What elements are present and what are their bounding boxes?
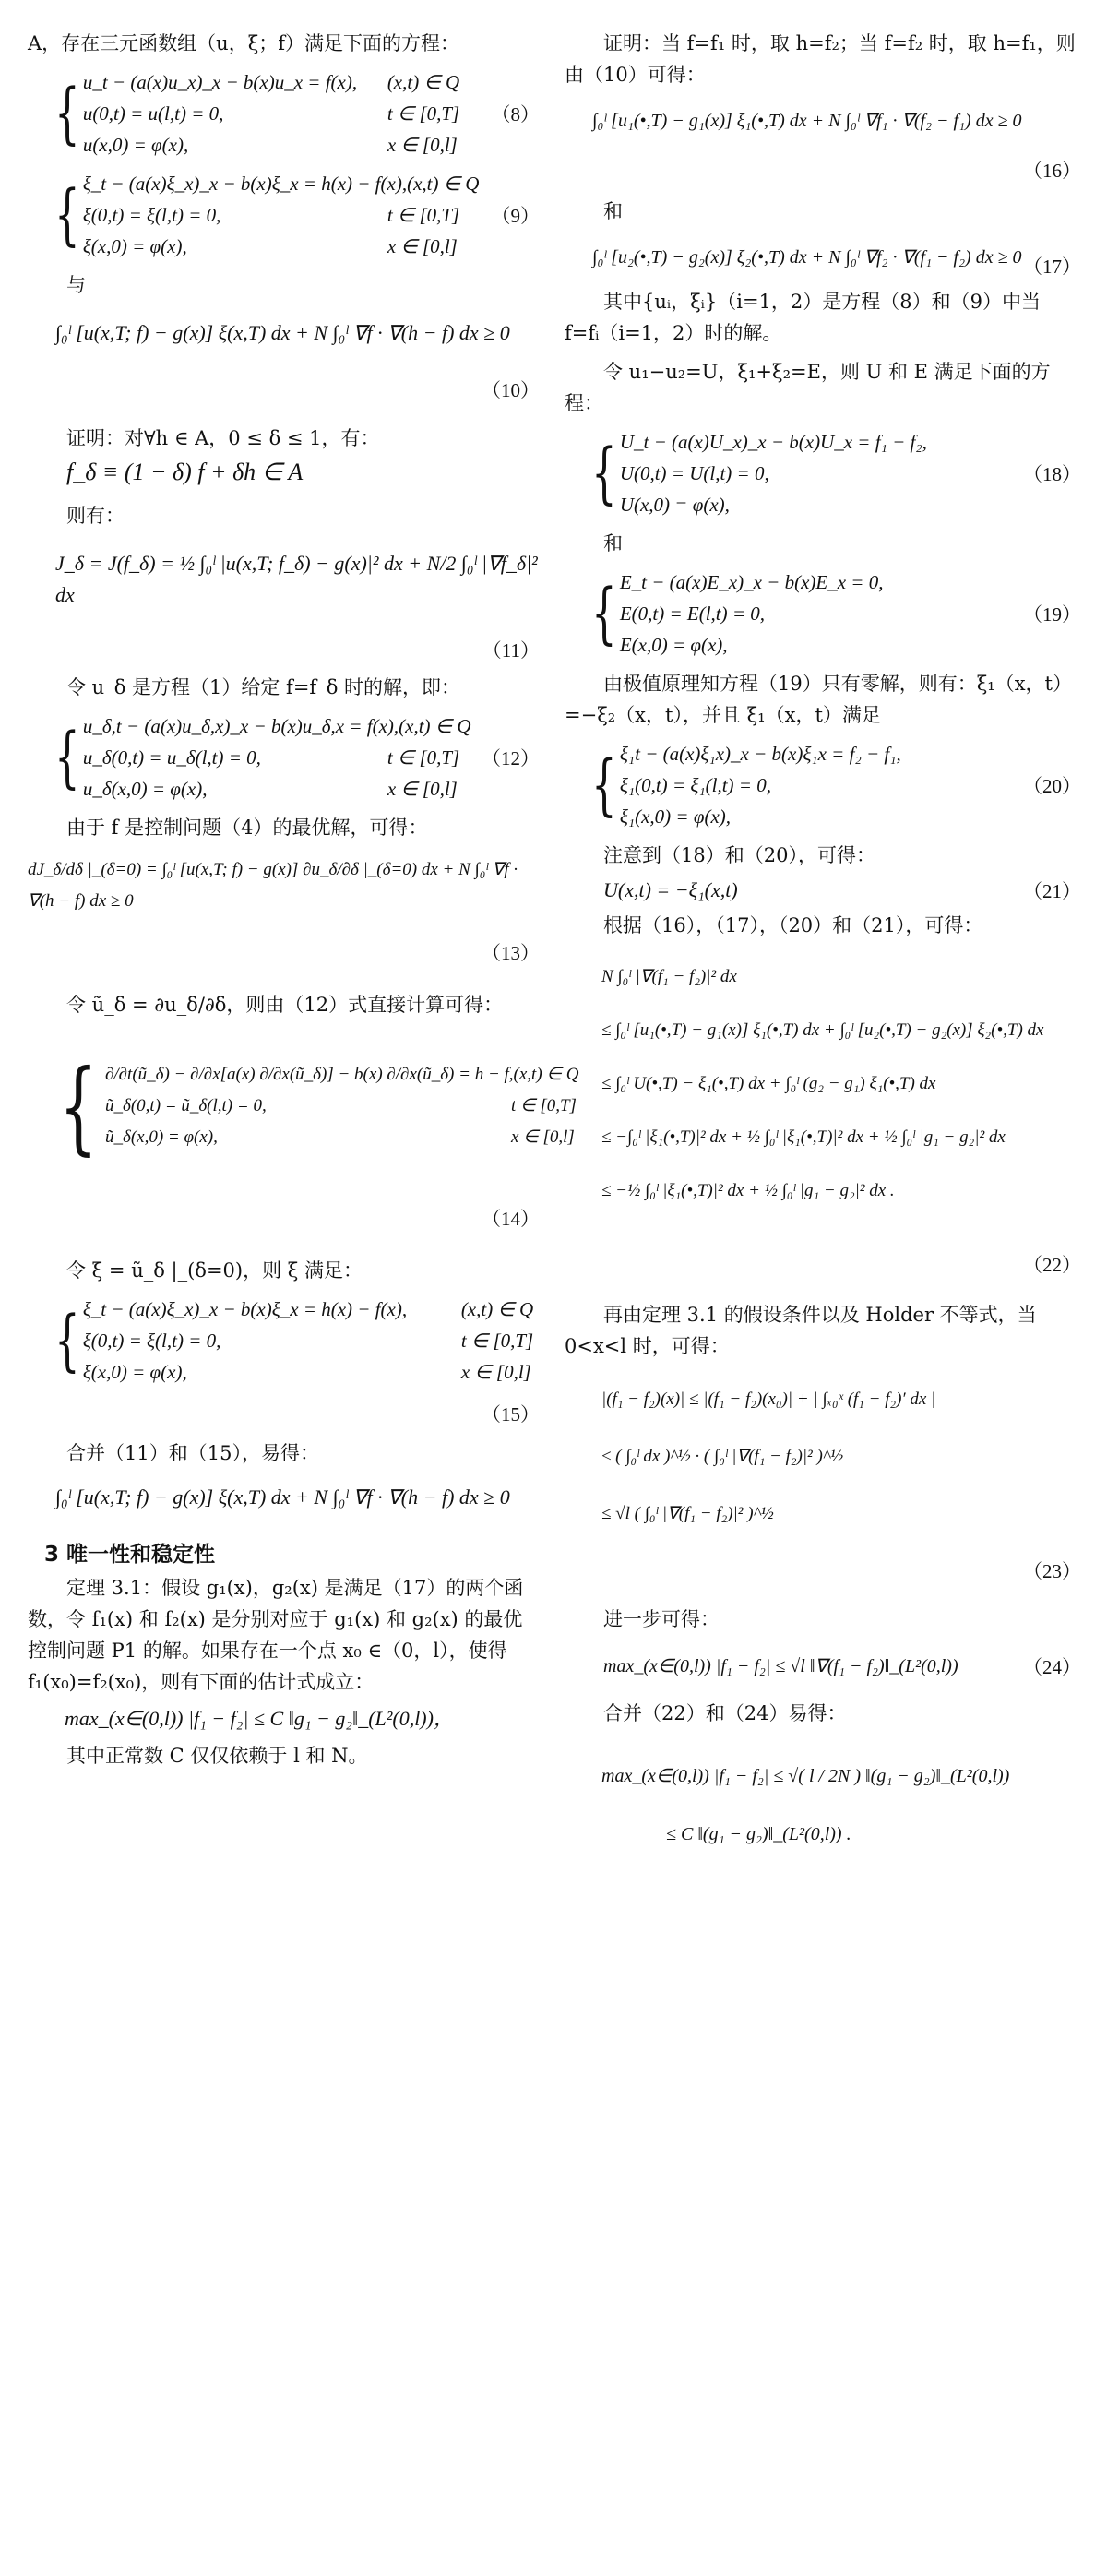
- eq8-row1-cond: (x,t) ∈ Q: [387, 71, 460, 93]
- eq-theorem: max_(x∈(0,l)) |f₁ − f₂| ≤ C ‖g₁ − g₂‖_(L²(0,l))，: [65, 1707, 454, 1730]
- eq-final-line-2: ≤ C ‖(g₁ − g₂)‖_(L²(0,l)) .: [666, 1824, 851, 1844]
- equation-19: [583, 566, 1081, 661]
- para-extreme-principle: 由极值原理知方程（19）只有零解，则有：ξ₁（x，t）=−ξ₂（x，t），并且 ξ₁（x，t）满足: [565, 673, 1072, 726]
- right-column: [565, 28, 1081, 1860]
- para-combine-right: 合并（22）和（24）易得：: [603, 1702, 847, 1724]
- eq22-number: （22）: [1023, 1254, 1081, 1276]
- eq12-row1-cond: (x,t) ∈ Q: [399, 715, 471, 737]
- eq21-line: [565, 875, 1081, 906]
- eq15-row3: ξ(x,0) = φ(x),: [82, 1361, 187, 1383]
- eq14-row2-cond: t ∈ [0,T]: [511, 1096, 577, 1115]
- section-heading: 3 唯一性和稳定性: [44, 1543, 216, 1567]
- eq14-row3-cond: x ∈ [0,l]: [511, 1127, 575, 1147]
- eq-fdelta: f_δ ≡ (1 − δ) f + δh ∈ A: [66, 459, 304, 485]
- eq19-row1: E_t − (a(x)E_x)_x − b(x)E_x = 0,: [619, 571, 884, 593]
- equation-22: [565, 950, 1081, 1218]
- eq12-row2-cond: t ∈ [0,T]: [387, 746, 460, 769]
- para-let-xi: 令 ξ = ũ_δ |_(δ=0)，则 ξ 满足：: [66, 1259, 363, 1282]
- eq22-line-3: ≤ ∫₀ˡ U(•,T) − ξ₁(•,T) dx + ∫₀ˡ (g₂ − g₁) ξ₁(•,T) dx: [601, 1074, 936, 1093]
- equation-15: [46, 1294, 540, 1388]
- eq19-row3: E(x,0) = φ(x),: [619, 634, 728, 656]
- equation-18: [583, 426, 1081, 520]
- eq15-number: （15）: [482, 1403, 540, 1425]
- eq14-row1-cond: (x,t) ∈ Q: [513, 1065, 579, 1084]
- para-combine-left: 合并（11）和（15），易得：: [66, 1442, 319, 1464]
- eq23-line-3: ≤ √l ( ∫₀ˡ |∇(f₁ − f₂)|² )^½: [601, 1504, 774, 1523]
- para-theorem: 定理 3.1：假设 g₁(x)，g₂(x) 是满足（17）的两个函数，令 f₁(x) 和 f₂(x) 是分别对应于 g₁(x) 和 g₂(x) 的最优控制问题 P1 的解。如果存在一个点 x₀ ∈（0，l），使得 f₁(x₀)=f₂(x₀)，则有下面的估计式成立：: [28, 1577, 524, 1693]
- left-brace: {: [591, 574, 617, 651]
- eq23-line-2: ≤ ( ∫₀ˡ dx )^½ · ( ∫₀ˡ |∇(f₁ − f₂)|² )^½: [601, 1447, 844, 1466]
- left-column: [28, 28, 579, 1771]
- equation-9: [46, 168, 540, 262]
- eq23-number: （23）: [1023, 1560, 1081, 1582]
- eq9-row2-cond: t ∈ [0,T]: [387, 204, 460, 226]
- eq16-number: （16）: [1023, 160, 1081, 182]
- eq20-row3: ξ₁(x,0) = φ(x),: [619, 805, 732, 828]
- para-where: 其中{uᵢ，ξᵢ}（i=1，2）是方程（8）和（9）中当 f=fᵢ（i=1，2）时的解。: [565, 291, 1042, 344]
- para-set-A: A，存在三元函数组（u，ξ；f）满足下面的方程：: [28, 32, 460, 54]
- para-let-u-delta: 令 u_δ 是方程（1）给定 f=f_δ 时的解，即：: [66, 676, 461, 698]
- eq8-row3: u(x,0) = φ(x),: [82, 134, 189, 156]
- eq22-line-1: N ∫₀ˡ |∇(f₁ − f₂)|² dx: [601, 967, 737, 986]
- eq9-row2: ξ(0,t) = ξ(l,t) = 0,: [82, 204, 221, 226]
- para-let-tilde: 令 ũ_δ = ∂u_δ/∂δ，则由（12）式直接计算可得：: [66, 994, 504, 1016]
- eq14-row2: ũ_δ(0,t) = ũ_δ(l,t) = 0,: [105, 1096, 267, 1115]
- eq20-row1: ξ₁t − (a(x)ξ₁x)_x − b(x)ξ₁x = f₂ − f₁,: [619, 743, 901, 765]
- eq15-row1-cond: (x,t) ∈ Q: [460, 1298, 534, 1320]
- eq14-row3: ũ_δ(x,0) = φ(x),: [105, 1127, 218, 1147]
- eq12-number: （12）: [482, 747, 540, 769]
- eq22-line-5: ≤ −½ ∫₀ˡ |ξ₁(•,T)|² dx + ½ ∫₀ˡ |g₁ − g₂|² dx .: [601, 1181, 895, 1200]
- eq12-row1: u_δ,t − (a(x)u_δ,x)_x − b(x)u_δ,x = f(x),: [82, 715, 399, 737]
- eq23-line-1: |(f₁ − f₂)(x)| ≤ |(f₁ − f₂)(x₀)| + | ∫ₓ₀ˣ (f₁ − f₂)′ dx |: [601, 1389, 936, 1409]
- eq9-number: （9）: [491, 205, 540, 227]
- eq8-number: （8）: [491, 103, 540, 125]
- eq9-row1-cond: (x,t) ∈ Q: [407, 173, 480, 195]
- eq12-row2: u_δ(0,t) = u_δ(l,t) = 0,: [82, 746, 261, 769]
- eq20-row2: ξ₁(0,t) = ξ₁(l,t) = 0,: [619, 774, 771, 796]
- eq8-row3-cond: x ∈ [0,l]: [387, 134, 458, 156]
- eq17-formula: ∫₀ˡ [u₂(•,T) − g₂(x)] ξ₂(•,T) dx + N ∫₀ˡ ∇f₂ · ∇(f₁ − f₂) dx ≥ 0: [592, 247, 1022, 268]
- left-brace: {: [591, 745, 617, 823]
- para-further: 进一步可得：: [603, 1608, 720, 1630]
- eq8-row2: u(0,t) = u(l,t) = 0,: [82, 102, 224, 125]
- eq13-number: （13）: [482, 942, 540, 964]
- para-proof-left: 证明：对∀h ∈ A，0 ≤ δ ≤ 1，有：: [66, 427, 380, 449]
- eq19-number: （19）: [1023, 603, 1081, 626]
- left-brace: {: [54, 74, 80, 151]
- eq20-number: （20）: [1023, 775, 1081, 797]
- left-brace: {: [59, 1047, 98, 1165]
- equation-14: [46, 1037, 579, 1175]
- eq8-row2-cond: t ∈ [0,T]: [387, 102, 460, 125]
- eq15-row2-cond: t ∈ [0,T]: [460, 1330, 534, 1352]
- equation-20: [583, 738, 1081, 832]
- eq15-row2: ξ(0,t) = ξ(l,t) = 0,: [82, 1330, 221, 1352]
- eq17-number: （17）: [1023, 256, 1081, 278]
- eq21-formula: U(x,t) = −ξ₁(x,t): [603, 878, 738, 901]
- eq22-line-2: ≤ ∫₀ˡ [u₁(•,T) − g₁(x)] ξ₁(•,T) dx + ∫₀ˡ [u₂(•,T) − g₂(x)] ξ₂(•,T) dx: [601, 1020, 1044, 1040]
- left-brace: {: [54, 175, 80, 253]
- left-brace: {: [591, 434, 617, 511]
- eq24-line: [565, 1642, 1081, 1690]
- eq18-row3: U(x,0) = φ(x),: [619, 494, 730, 516]
- eq11-number: （11）: [482, 639, 540, 662]
- para-since-optimal: 由于 f 是控制问题（4）的最优解，可得：: [66, 817, 428, 839]
- eq12-row3: u_δ(x,0) = φ(x),: [82, 778, 208, 800]
- eq17-line: [565, 234, 1081, 280]
- eq22-line-4: ≤ −∫₀ˡ |ξ₁(•,T)|² dx + ½ ∫₀ˡ |ξ₁(•,T)|² dx + ½ ∫₀ˡ |g₁ − g₂|² dx: [601, 1127, 1006, 1147]
- eq21-number: （21）: [1023, 880, 1081, 902]
- equation-final: [565, 1744, 1081, 1860]
- para-proof-right: 证明：当 f=f₁ 时，取 h=f₂；当 f=f₂ 时，取 h=f₁，则由（10）可得：: [565, 32, 1076, 86]
- para-and-2: 和: [603, 532, 623, 555]
- eq13-formula: dJ_δ/dδ |_(δ=0) = ∫₀ˡ [u(x,T; f) − g(x)] ∂u_δ/∂δ |_(δ=0) dx + N ∫₀ˡ ∇f · ∇(h − f) dx ≥ 0: [28, 860, 518, 911]
- eq14-row1: ∂/∂t(ũ_δ) − ∂/∂x[a(x) ∂/∂x(ũ_δ)] − b(x) ∂/∂x(ũ_δ) = h − f,: [105, 1065, 514, 1084]
- equation-12: [46, 710, 540, 805]
- para-let-U-E: 令 u₁−u₂=U，ξ₁+ξ₂=E，则 U 和 E 满足下面的方程：: [565, 361, 1051, 414]
- eq24-formula: max_(x∈(0,l)) |f₁ − f₂| ≤ √l ‖∇(f₁ − f₂)‖_(L²(0,l)): [603, 1656, 958, 1676]
- para-according: 根据（16），（17），（20）和（21），可得：: [603, 914, 983, 936]
- eq15-row1: ξ_t − (a(x)ξ_x)_x − b(x)ξ_x = h(x) − f(x),: [82, 1298, 408, 1320]
- para-constant: 其中正常数 C 仅仅依赖于 l 和 N。: [66, 1745, 368, 1767]
- para-then: 则有：: [66, 505, 125, 527]
- eq-final-line-1: max_(x∈(0,l)) |f₁ − f₂| ≤ √( l / 2N ) ‖(g₁ − g₂)‖_(L²(0,l)): [601, 1766, 1010, 1786]
- eq18-row2: U(0,t) = U(l,t) = 0,: [619, 462, 769, 484]
- eq9-row1: ξ_t − (a(x)ξ_x)_x − b(x)ξ_x = h(x) − f(x),: [82, 173, 408, 195]
- eq24-number: （24）: [1023, 1656, 1081, 1678]
- para-note: 注意到（18）和（20），可得：: [603, 844, 875, 866]
- eq8-row1: u_t − (a(x)u_x)_x − b(x)u_x = f(x),: [82, 71, 358, 93]
- equation-23: [565, 1371, 1081, 1543]
- eq11-formula: J_δ = J(f_δ) = ½ ∫₀ˡ |u(x,T; f_δ) − g(x)|² dx + N/2 ∫₀ˡ |∇f_δ|² dx: [55, 552, 538, 606]
- eq18-number: （18）: [1023, 463, 1081, 485]
- para-and-1: 和: [603, 200, 623, 222]
- para-holder: 再由定理 3.1 的假设条件以及 Holder 不等式，当 0<x<l 时，可得：: [565, 1304, 1037, 1357]
- eq15-row3-cond: x ∈ [0,l]: [460, 1361, 531, 1383]
- eq18-row1: U_t − (a(x)U_x)_x − b(x)U_x = f₁ − f₂,: [619, 431, 927, 453]
- eq12-row3-cond: x ∈ [0,l]: [387, 778, 458, 800]
- eq10-number: （10）: [482, 379, 540, 401]
- eq9-row3-cond: x ∈ [0,l]: [387, 235, 458, 257]
- eq9-row3: ξ(x,0) = φ(x),: [82, 235, 187, 257]
- eq-final-formula: ∫₀ˡ [u(x,T; f) − g(x)] ξ(x,T) dx + N ∫₀ˡ ∇f · ∇(h − f) dx ≥ 0: [55, 1485, 510, 1509]
- eq14-number: （14）: [482, 1208, 540, 1230]
- eq16-formula: ∫₀ˡ [u₁(•,T) − g₁(x)] ξ₁(•,T) dx + N ∫₀ˡ ∇f₁ · ∇(f₂ − f₁) dx ≥ 0: [592, 111, 1022, 131]
- left-brace: {: [54, 1301, 80, 1378]
- eq19-row2: E(0,t) = E(l,t) = 0,: [619, 602, 766, 625]
- left-brace: {: [54, 718, 80, 795]
- para-and: 与: [66, 274, 86, 296]
- equation-8: [46, 66, 540, 161]
- eq10-formula: ∫₀ˡ [u(x,T; f) − g(x)] ξ(x,T) dx + N ∫₀ˡ ∇f · ∇(h − f) dx ≥ 0: [55, 321, 510, 344]
